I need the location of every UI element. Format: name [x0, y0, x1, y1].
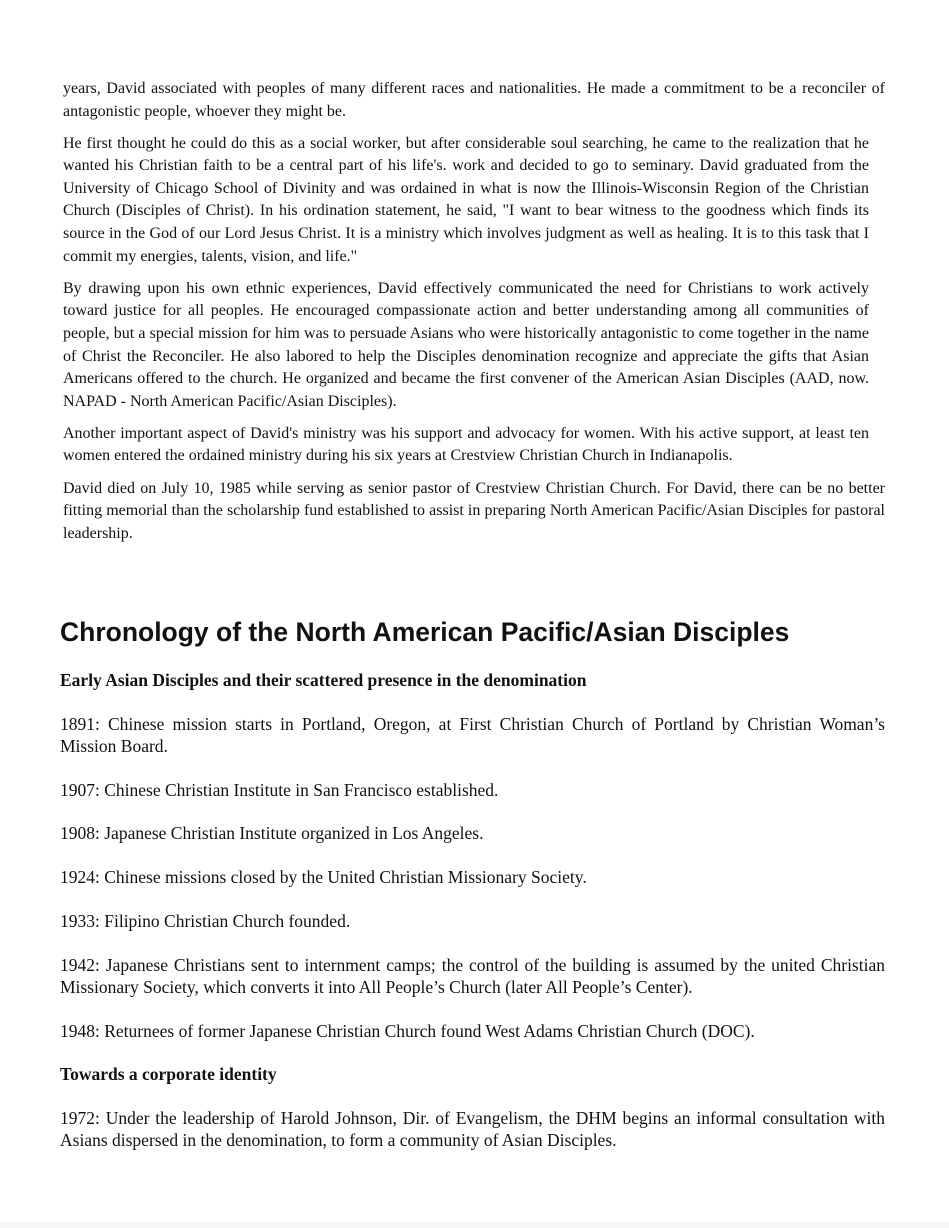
chronology-entry: 1891: Chinese mission starts in Portland, Oregon, at First Christian Church of Portland by Christian Woman’s Mission Board. — [60, 713, 885, 756]
bio-paragraph: By drawing upon his own ethnic experiences, David effectively communicated the need for Christians to work actively toward justice for all peoples. He encouraged compassionate action and better understanding among all communities of people, but a special mission for him was to persuade Asians who were historically antagonistic to come together in the name of Christ the Reconciler. He also labored to help the Disciples denomination recognize and appreciate the gifts that Asian Americans offered to the church. He organized and became the first convener of the American Asian Disciples (AAD, now. NAPAD - North American Pacific/Asian Disciples). — [63, 279, 869, 410]
bio-paragraph: He first thought he could do this as a social worker, but after considerable soul searching, he came to the realization that he wanted his Christian faith to be a central part of his life's. work and decided to go to seminary. David graduated from the University of Chicago School of Divinity and was ordained in what is now the Illinois-Wisconsin Region of the Christian Church (Disciples of Christ). In his ordination statement, he said, "I want to bear witness to the goodness which finds its source in the God of our Lord Jesus Christ. It is a ministry which involves judgment as well as healing. It is to this task that I commit my energies, talents, vision, and life." — [63, 134, 869, 265]
chronology-entry: 1972: Under the leadership of Harold Johnson, Dir. of Evangelism, the DHM begins an informal consultation with Asians dispersed in the denomination, to form a community of Asian Disciples. — [60, 1108, 885, 1151]
chronology-entry: 1908: Japanese Christian Institute organized in Los Angeles. — [60, 823, 484, 844]
chronology-entry: 1942: Japanese Christians sent to internment camps; the control of the building is assumed by the united Christian Missionary Society, which converts it into All People’s Church (later All People’s Center). — [60, 954, 885, 997]
bio-paragraph: years, David associated with peoples of many different races and nationalities. He made a commitment to be a reconciler of antagonistic people, whoever they might be. — [63, 80, 885, 120]
section-heading: Early Asian Disciples and their scattered presence in the denomination — [60, 670, 587, 690]
biography-section — [63, 78, 885, 555]
chronology-entry: 1948: Returnees of former Japanese Christian Church found West Adams Christian Church (DOC). — [60, 1020, 755, 1041]
chronology-title: Chronology of the North American Pacific/Asian Disciples — [60, 617, 790, 647]
bio-paragraph: Another important aspect of David's ministry was his support and advocacy for women. With his active support, at least ten women entered the ordained ministry during his six years at Crestview Christian Church in Indianapolis. — [63, 424, 869, 465]
section-heading: Towards a corporate identity — [60, 1064, 277, 1085]
page-bottom-edge — [0, 1222, 949, 1228]
chronology-entry: 1907: Chinese Christian Institute in San Francisco established. — [60, 779, 499, 800]
chronology-entry: 1924: Chinese missions closed by the United Christian Missionary Society. — [60, 867, 587, 888]
chronology-entry: 1933: Filipino Christian Church founded. — [60, 910, 351, 931]
chronology-list — [60, 669, 885, 1173]
bio-paragraph: David died on July 10, 1985 while serving as senior pastor of Crestview Christian Church. For David, there can be no better fitting memorial than the scholarship fund established to assist in preparing North American Pacific/Asian Disciples for pastoral leadership. — [63, 479, 885, 542]
